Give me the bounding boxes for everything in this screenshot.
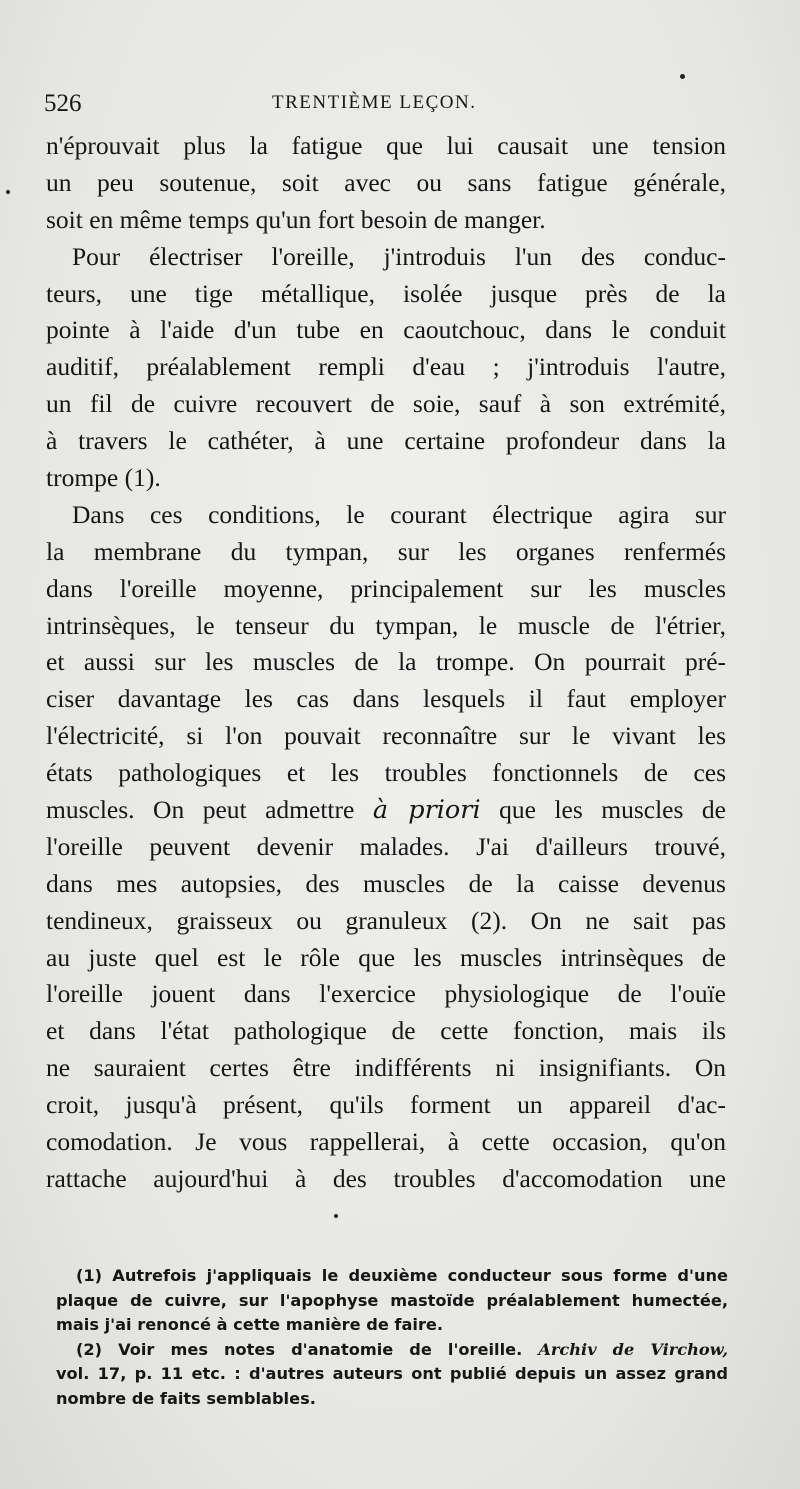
text-line: trompe (1). bbox=[46, 463, 161, 493]
text-line: au juste quel est le rôle que les muscles intrinsèques de bbox=[46, 942, 726, 972]
page-number: 526 bbox=[44, 90, 82, 117]
page-header bbox=[44, 84, 734, 124]
text-run: muscles. On peut admettre bbox=[46, 795, 373, 825]
italic-archiv-de-virchow: Archiv de Virchow, bbox=[538, 1339, 728, 1359]
footnote-line-with-italic bbox=[56, 1338, 728, 1363]
footnote-line: (1) Autrefois j'appliquais le deuxième conducteur sous forme d'une bbox=[76, 1266, 728, 1285]
text-line: auditif, préalablement rempli d'eau ; j'introduis l'autre, bbox=[46, 352, 726, 382]
italic-a-priori: à priori bbox=[372, 795, 481, 826]
text-line: dans l'oreille moyenne, principalement sur les muscles bbox=[46, 573, 726, 603]
footnote-line: mais j'ai renoncé à cette manière de faire. bbox=[56, 1315, 444, 1335]
text-line: la membrane du tympan, sur les organes renfermés bbox=[46, 536, 726, 566]
ink-speck bbox=[334, 1214, 338, 1218]
text-line: ne sauraient certes être indifférents ni insignifiants. On bbox=[46, 1053, 726, 1083]
footnote-run: (2) Voir mes notes d'anatomie de l'oreille. bbox=[76, 1339, 539, 1359]
text-line: dans mes autopsies, des muscles de la caisse devenus bbox=[46, 868, 726, 898]
text-line: états pathologiques et les troubles fonctionnels de ces bbox=[46, 758, 726, 788]
text-line: et dans l'état pathologique de cette fonction, mais ils bbox=[46, 1016, 726, 1046]
ink-speck bbox=[680, 74, 685, 79]
text-line: soit en même temps qu'un fort besoin de manger. bbox=[46, 204, 546, 234]
text-line: un peu soutenue, soit avec ou sans fatigue générale, bbox=[46, 167, 726, 197]
text-line: pointe à l'aide d'un tube en caoutchouc, dans le conduit bbox=[46, 315, 726, 345]
ink-speck bbox=[6, 190, 10, 194]
text-line-with-italic bbox=[46, 792, 726, 829]
text-line: n'éprouvait plus la fatigue que lui causait une tension bbox=[46, 131, 726, 160]
footnote-line: nombre de faits semblables. bbox=[56, 1388, 316, 1408]
text-line: Pour électriser l'oreille, j'introduis l'un des conduc- bbox=[72, 241, 726, 271]
running-title: TRENTIÈME LEÇON. bbox=[272, 92, 477, 113]
text-line: teurs, une tige métallique, isolée jusque près de la bbox=[46, 278, 726, 308]
footnote-line: plaque de cuivre, sur l'apophyse mastoïde préalablement humectée, bbox=[56, 1290, 728, 1310]
text-line: l'oreille jouent dans l'exercice physiologique de l'ouïe bbox=[46, 979, 726, 1009]
text-line: rattache aujourd'hui à des troubles d'accomodation une bbox=[46, 1163, 726, 1193]
text-run: que les muscles de bbox=[480, 795, 726, 825]
footnote-line: vol. 17, p. 11 etc. : d'autres auteurs ont publié depuis un assez grand bbox=[56, 1364, 728, 1384]
text-line: et aussi sur les muscles de la trompe. On pourrait pré- bbox=[46, 647, 726, 677]
body-text bbox=[46, 128, 726, 1198]
text-line: l'oreille peuvent devenir malades. J'ai d'ailleurs trouvé, bbox=[46, 831, 726, 861]
text-line: à travers le cathéter, à une certaine profondeur dans la bbox=[46, 426, 726, 456]
text-line: intrinsèques, le tenseur du tympan, le muscle de l'étrier, bbox=[46, 610, 726, 640]
footnotes bbox=[56, 1264, 728, 1412]
text-line: tendineux, graisseux ou granuleux (2). On ne sait pas bbox=[46, 905, 726, 935]
text-line: ciser davantage les cas dans lesquels il faut employer bbox=[46, 684, 726, 714]
text-line: croit, jusqu'à présent, qu'ils forment un appareil d'ac- bbox=[46, 1090, 726, 1120]
text-line: l'électricité, si l'on pouvait reconnaître sur le vivant les bbox=[46, 721, 726, 751]
text-line: comodation. Je vous rappellerai, à cette occasion, qu'on bbox=[46, 1127, 726, 1157]
text-line: Dans ces conditions, le courant électrique agira sur bbox=[72, 499, 726, 529]
text-line: un fil de cuivre recouvert de soie, sauf à son extrémité, bbox=[46, 389, 726, 419]
